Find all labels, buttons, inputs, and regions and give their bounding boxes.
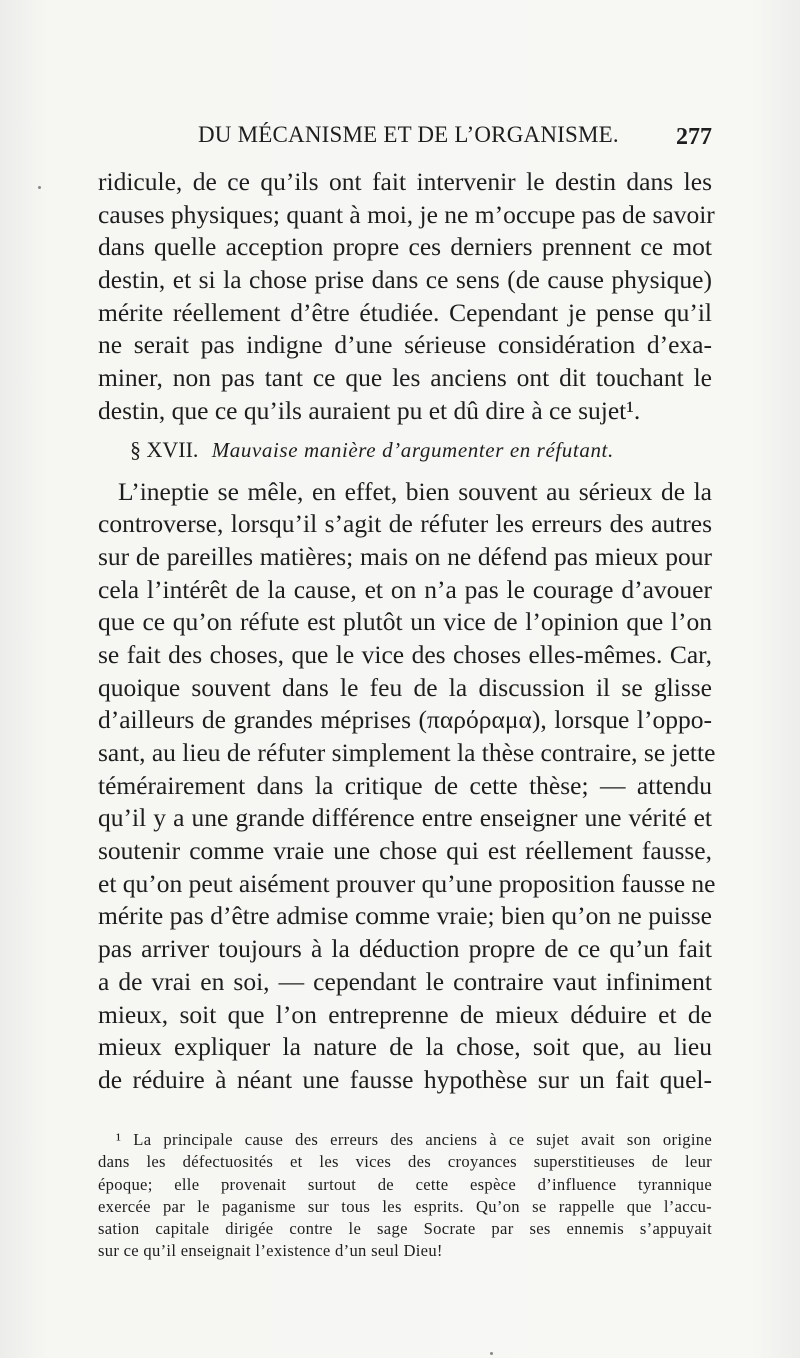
paragraph-line: que ce qu’on réfute est plutôt un vice de l’opinion que l’on [98,607,712,637]
section-heading [98,428,712,472]
footnote-line: ¹ La principale cause des erreurs des anciens à ce sujet avait son origine [116,1130,712,1149]
paragraph-line: a de vrai en soi, — cependant le contraire vaut infiniment [98,966,712,996]
footnote-line: exercée par le paganisme sur tous les esprits. Qu’on se rappelle que l’accu- [98,1196,712,1216]
text-line: causes physiques; quant à moi, je ne m’occupe pas de savoir [98,199,715,229]
text-line: ne serait pas indigne d’une sérieuse considération d’exa- [98,330,712,360]
footnote-line: époque; elle provenait surtout de cette espèce d’influence tyrannique [98,1174,712,1194]
paragraph-line: cela l’intérêt de la cause, et on n’a pas le courage d’avouer [98,574,712,604]
paragraph-line: se fait des choses, que le vice des choses elles-mêmes. Car, [98,639,712,669]
section-number: § XVII. [130,436,199,462]
paragraph-line: controverse, lorsqu’il s’agit de réfuter les erreurs des autres [98,509,712,539]
footnote [98,1129,712,1263]
footnote-line: sation capitale dirigée contre le sage Socrate par ses ennemis s’appuyait [98,1219,712,1239]
paper-speck [38,186,41,189]
footnote-line: sur ce qu’il enseignait l’existence d’un seul Dieu! [98,1241,443,1261]
paragraph-line: mieux, soit que l’on entreprenne de mieux déduire et de [98,999,712,1029]
paragraph-line: qu’il y a une grande différence entre enseigner une vérité et [98,803,712,833]
footnote-line: dans les défectuosités et les vices des croyances superstitieuses de leur [98,1152,712,1172]
paragraph-line: soutenir comme vraie une chose qui est réellement fausse, [98,836,712,866]
running-title: DU MÉCANISME ET DE L’ORGANISME. [198,122,619,147]
page-header [98,122,712,158]
paragraph-line: pas arriver toujours à la déduction propre de ce qu’un fait [98,934,712,964]
paragraph-line: quoique souvent dans le feu de la discussion il se glisse [98,672,712,702]
page-number: 277 [676,124,712,150]
paragraph-line: mérite pas d’être admise comme vraie; bien qu’on ne puisse [98,901,712,931]
paragraph-line: de réduire à néant une fausse hypothèse sur un fait quel- [98,1064,712,1094]
paragraph-line: mieux expliquer la nature de la chose, soit que, au lieu [98,1032,712,1062]
text-line: destin, et si la chose prise dans ce sens (de cause physique) [98,265,712,295]
text-line: destin, que ce qu’ils auraient pu et dû dire à ce sujet¹. [98,395,641,425]
text-line: mérite réellement d’être étudiée. Cependant je pense qu’il [98,297,712,327]
text-line: ridicule, de ce qu’ils ont fait intervenir le destin dans les [98,167,712,196]
paragraph-line: d’ailleurs de grandes méprises (παρόραμα), lorsque l’oppo- [98,705,712,735]
paper-speck [490,1352,493,1355]
paragraph-line: sur de pareilles matières; mais on ne défend pas mieux pour [98,541,712,571]
main-text [98,166,716,1097]
paragraph-line: sant, au lieu de réfuter simplement la thèse contraire, se jette [98,738,716,767]
paragraph-line: témérairement dans la critique de cette thèse; — attendu [98,770,712,800]
paragraph-line: L’ineptie se mêle, en effet, bien souvent au sérieux de la [118,476,712,506]
section-title: Mauvaise manière d’argumenter en réfutant. [211,437,614,462]
text-line: dans quelle acception propre ces derniers prennent ce mot [98,232,712,262]
text-line: miner, non pas tant ce que les anciens ont dit touchant le [98,363,712,393]
paragraph-line: et qu’on peut aisément prouver qu’une proposition fausse ne [98,868,716,898]
